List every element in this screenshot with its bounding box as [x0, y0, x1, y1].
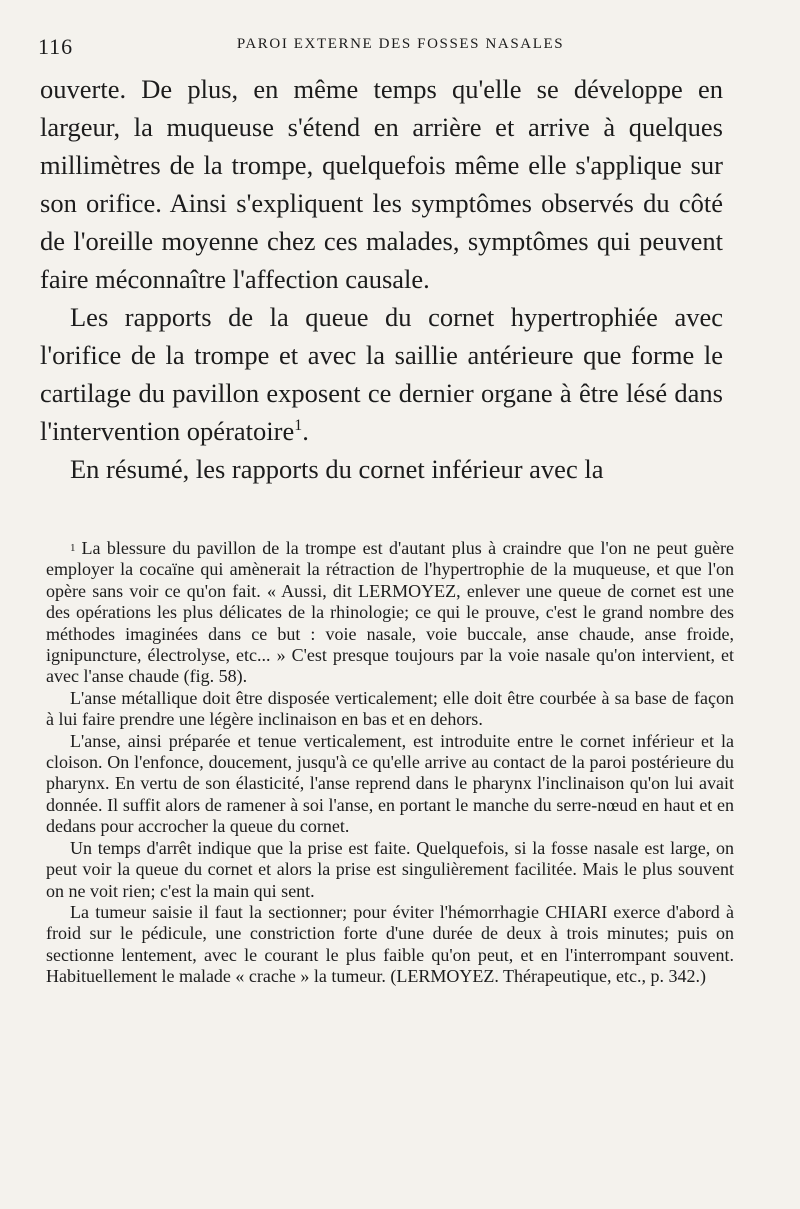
footnote-reference: 1	[294, 417, 303, 435]
footnote-1	[46, 538, 734, 688]
paragraph-2	[40, 298, 723, 450]
paragraph-1: ouverte. De plus, en même temps qu'elle se développe en largeur, la muqueuse s'étend en arrière et arrive à quelques millimètres de la trompe, quelquefois même elle s'applique sur son orifice. Ainsi s'expliquent les symptômes observés du côté de l'oreille moyenne chez ces malades, symptômes qui peuvent faire méconnaître l'affection causale.	[40, 74, 723, 294]
footnotes	[46, 538, 734, 988]
footnote-paragraph-3: L'anse, ainsi préparée et tenue verticalement, est introduite entre le cornet inférieur et la cloison. On l'enfonce, doucement, jusqu'à ce qu'elle arrive au contact de la paroi postérieure du pharynx. En vertu de son élasticité, l'anse reprend dans le pharynx l'inclinaison qu'on lui avait donnée. Il suffit alors de ramener à soi l'anse, en portant le manche du serre-nœud en haut et en dedans pour accrocher la queue du cornet.	[46, 730, 734, 837]
page-number: 116	[38, 34, 74, 59]
footnote-1-text: La blessure du pavillon de la trompe est d'autant plus à craindre que l'on ne peut guère employer la cocaïne qui amènerait la rétraction de l'hypertrophie de la muqueuse, et que l'on opère sans voir ce qu'on fait. « Aussi, dit LERMOYEZ, enlever une queue de cornet est une des opérations les plus délicates de la rhinologie; ce qui le prouve, c'est le grand nombre des méthodes imaginées dans ce but : voie nasale, voie buccale, anse chaude, anse froide, ignipuncture, électrolyse, etc... » C'est presque toujours par la voie nasale qu'on intervient, et avec l'anse chaude (fig. 58).	[46, 538, 734, 687]
footnote-paragraph-4: Un temps d'arrêt indique que la prise est faite. Quelquefois, si la fosse nasale est large, on peut voir la queue du cornet et alors la prise est singulièrement facilitée. Mais le plus souvent on ne voit rien; c'est la main qui sent.	[46, 837, 734, 901]
running-title: PAROI EXTERNE DES FOSSES NASALES	[236, 36, 565, 52]
main-text	[40, 70, 723, 488]
paragraph-2-end: .	[302, 416, 309, 446]
paragraph-3: En résumé, les rapports du cornet inférieur avec la	[70, 454, 604, 484]
footnote-marker: 1	[70, 542, 76, 554]
footnote-paragraph-5: La tumeur saisie il faut la sectionner; pour éviter l'hémorrhagie CHIARI exerce d'abord à froid sur le pédicule, une constriction forte d'une durée de deux à trois minutes; puis on sectionne lentement, avec le courant le plus faible qu'on peut, et en l'interrompant souvent. Habituellement le malade « crache » la tumeur. (LERMOYEZ. Thérapeutique, etc., p. 342.)	[46, 901, 734, 987]
page-header	[38, 34, 763, 58]
paragraph-2-text: Les rapports de la queue du cornet hypertrophiée avec l'orifice de la trompe et avec la saillie antérieure que forme le cartilage du pavillon exposent ce dernier organe à être lésé dans l'intervention opératoire	[40, 302, 723, 446]
footnote-paragraph-2: L'anse métallique doit être disposée verticalement; elle doit être courbée à sa base de façon à lui faire prendre une légère inclinaison en bas et en dehors.	[46, 687, 734, 730]
